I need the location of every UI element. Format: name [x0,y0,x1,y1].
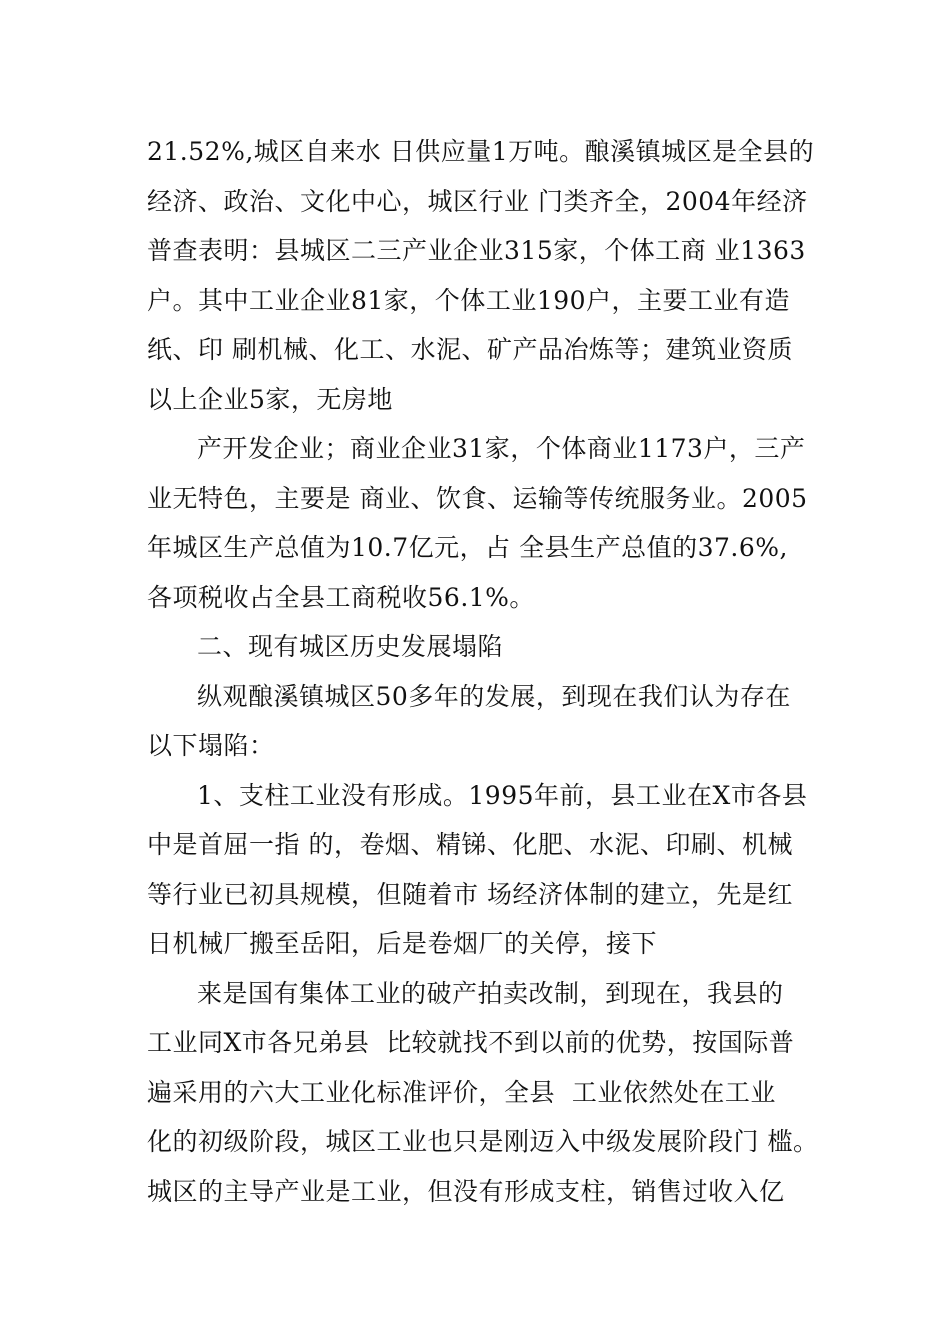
text-line: 户。其中工业企业81家，个体工业190户，主要工业有造 [147,285,791,315]
text-line: 中是首屈一指 的，卷烟、精锑、化肥、水泥、印刷、机械 [147,830,793,859]
text-line: 来是国有集体工业的破产拍卖改制，到现在，我县的 [197,978,784,1008]
text-line: 纸、印 刷机械、化工、水泥、矿产品冶炼等；建筑业资质 [147,335,793,364]
document-body [147,127,817,1216]
text-line: 等行业已初具规模，但随着市 场经济体制的建立，先是红 [147,879,793,909]
text-line: 各项税收占全县工商税收56.1%。 [147,582,535,612]
text-line: 以上企业5家，无房地 [147,384,393,414]
text-line: 业无特色，主要是 商业、饮食、运输等传统服务业。2005 [147,483,808,513]
text-line: 日机械厂搬至岳阳，后是卷烟厂的关停，接下 [147,929,658,958]
text-line: 产开发企业；商业企业31家，个体商业1173户，三产 [197,434,806,463]
text-line: 年城区生产总值为10.7亿元，占 全县生产总值的37.6%, [147,533,788,562]
text-line: 1、支柱工业没有形成。1995年前，县工业在X市各县 [197,780,808,810]
text-line: 遍采用的六大工业化标准评价，全县 工业依然处在工业 [147,1077,776,1107]
text-line: 以下塌陷： [147,731,275,760]
text-line: 经济、政治、文化中心，城区行业 门类齐全，2004年经济 [147,186,808,216]
text-line: 21.52%,城区自来水 日供应量1万吨。酿溪镇城区是全县的 [147,137,815,166]
text-line: 纵观酿溪镇城区50多年的发展，到现在我们认为存在 [197,681,791,711]
text-line: 二、现有城区历史发展塌陷 [197,632,504,661]
text-line: 普查表明：县城区二三产业企业315家，个体工商 业1363 [147,236,806,265]
text-line: 工业同X市各兄弟县 比较就找不到以前的优势，按国际普 [147,1028,795,1057]
text-line: 城区的主导产业是工业，但没有形成支柱，销售过收入亿 [147,1176,785,1206]
text-line: 化的初级阶段，城区工业也只是刚迈入中级发展阶段门 槛。 [147,1127,819,1156]
